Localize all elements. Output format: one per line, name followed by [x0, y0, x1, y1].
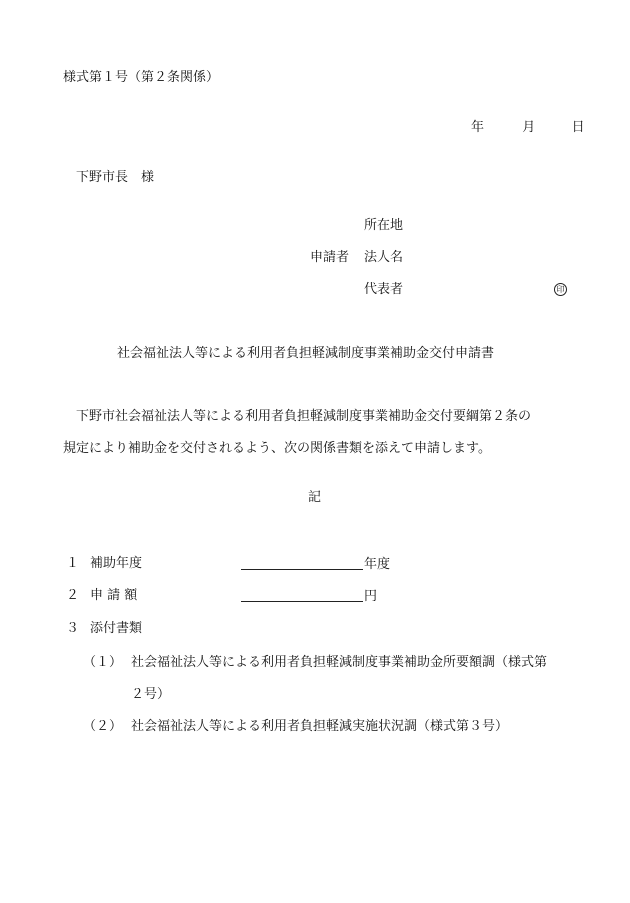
fiscal-year-unit: 年度 — [364, 557, 391, 572]
attachment-1-continued: ２号） — [131, 687, 171, 702]
date-month: 月 — [522, 120, 536, 135]
attachment-2-text: 社会福祉法人等による利用者負担軽減実施状況調（様式第３号） — [131, 719, 509, 734]
item-1-number: １ — [66, 556, 80, 571]
amount-field[interactable] — [241, 589, 377, 603]
ki-heading: 記 — [308, 490, 322, 505]
body-line-2: 規定により補助金を交付されるよう、次の関係書類を添えて申請します。 — [63, 441, 491, 456]
address-label: 所在地 — [364, 218, 404, 233]
attachment-2-number: （２） — [83, 719, 123, 734]
document-title: 社会福祉法人等による利用者負担軽減制度事業補助金交付申請書 — [117, 346, 495, 361]
representative-label: 代表者 — [364, 282, 404, 297]
amount-unit: 円 — [364, 589, 378, 604]
item-1-label: 補助年度 — [90, 556, 143, 571]
item-3-number: ３ — [66, 621, 80, 636]
attachment-1-number: （１） — [83, 655, 123, 670]
fiscal-year-field[interactable] — [241, 557, 390, 571]
date-day: 日 — [571, 120, 585, 135]
body-line-1: 下野市社会福祉法人等による利用者負担軽減制度事業補助金交付要綱第２条の — [76, 409, 532, 424]
applicant-label: 申請者 — [310, 250, 350, 265]
form-number: 様式第１号（第２条関係） — [63, 70, 220, 85]
addressee: 下野市長 様 — [76, 170, 155, 185]
seal-mark — [554, 282, 567, 296]
date-year: 年 — [471, 120, 485, 135]
attachment-1-text: 社会福祉法人等による利用者負担軽減制度事業補助金所要額調（様式第 — [131, 655, 548, 670]
fiscal-year-blank[interactable] — [241, 557, 363, 570]
date-line — [471, 121, 585, 134]
amount-blank[interactable] — [241, 589, 363, 602]
corporation-name-label: 法人名 — [364, 250, 404, 265]
item-2-number: ２ — [66, 588, 80, 603]
seal-icon: 印 — [554, 283, 567, 296]
item-2-label: 申 請 額 — [90, 588, 138, 603]
item-3-label: 添付書類 — [90, 621, 143, 636]
